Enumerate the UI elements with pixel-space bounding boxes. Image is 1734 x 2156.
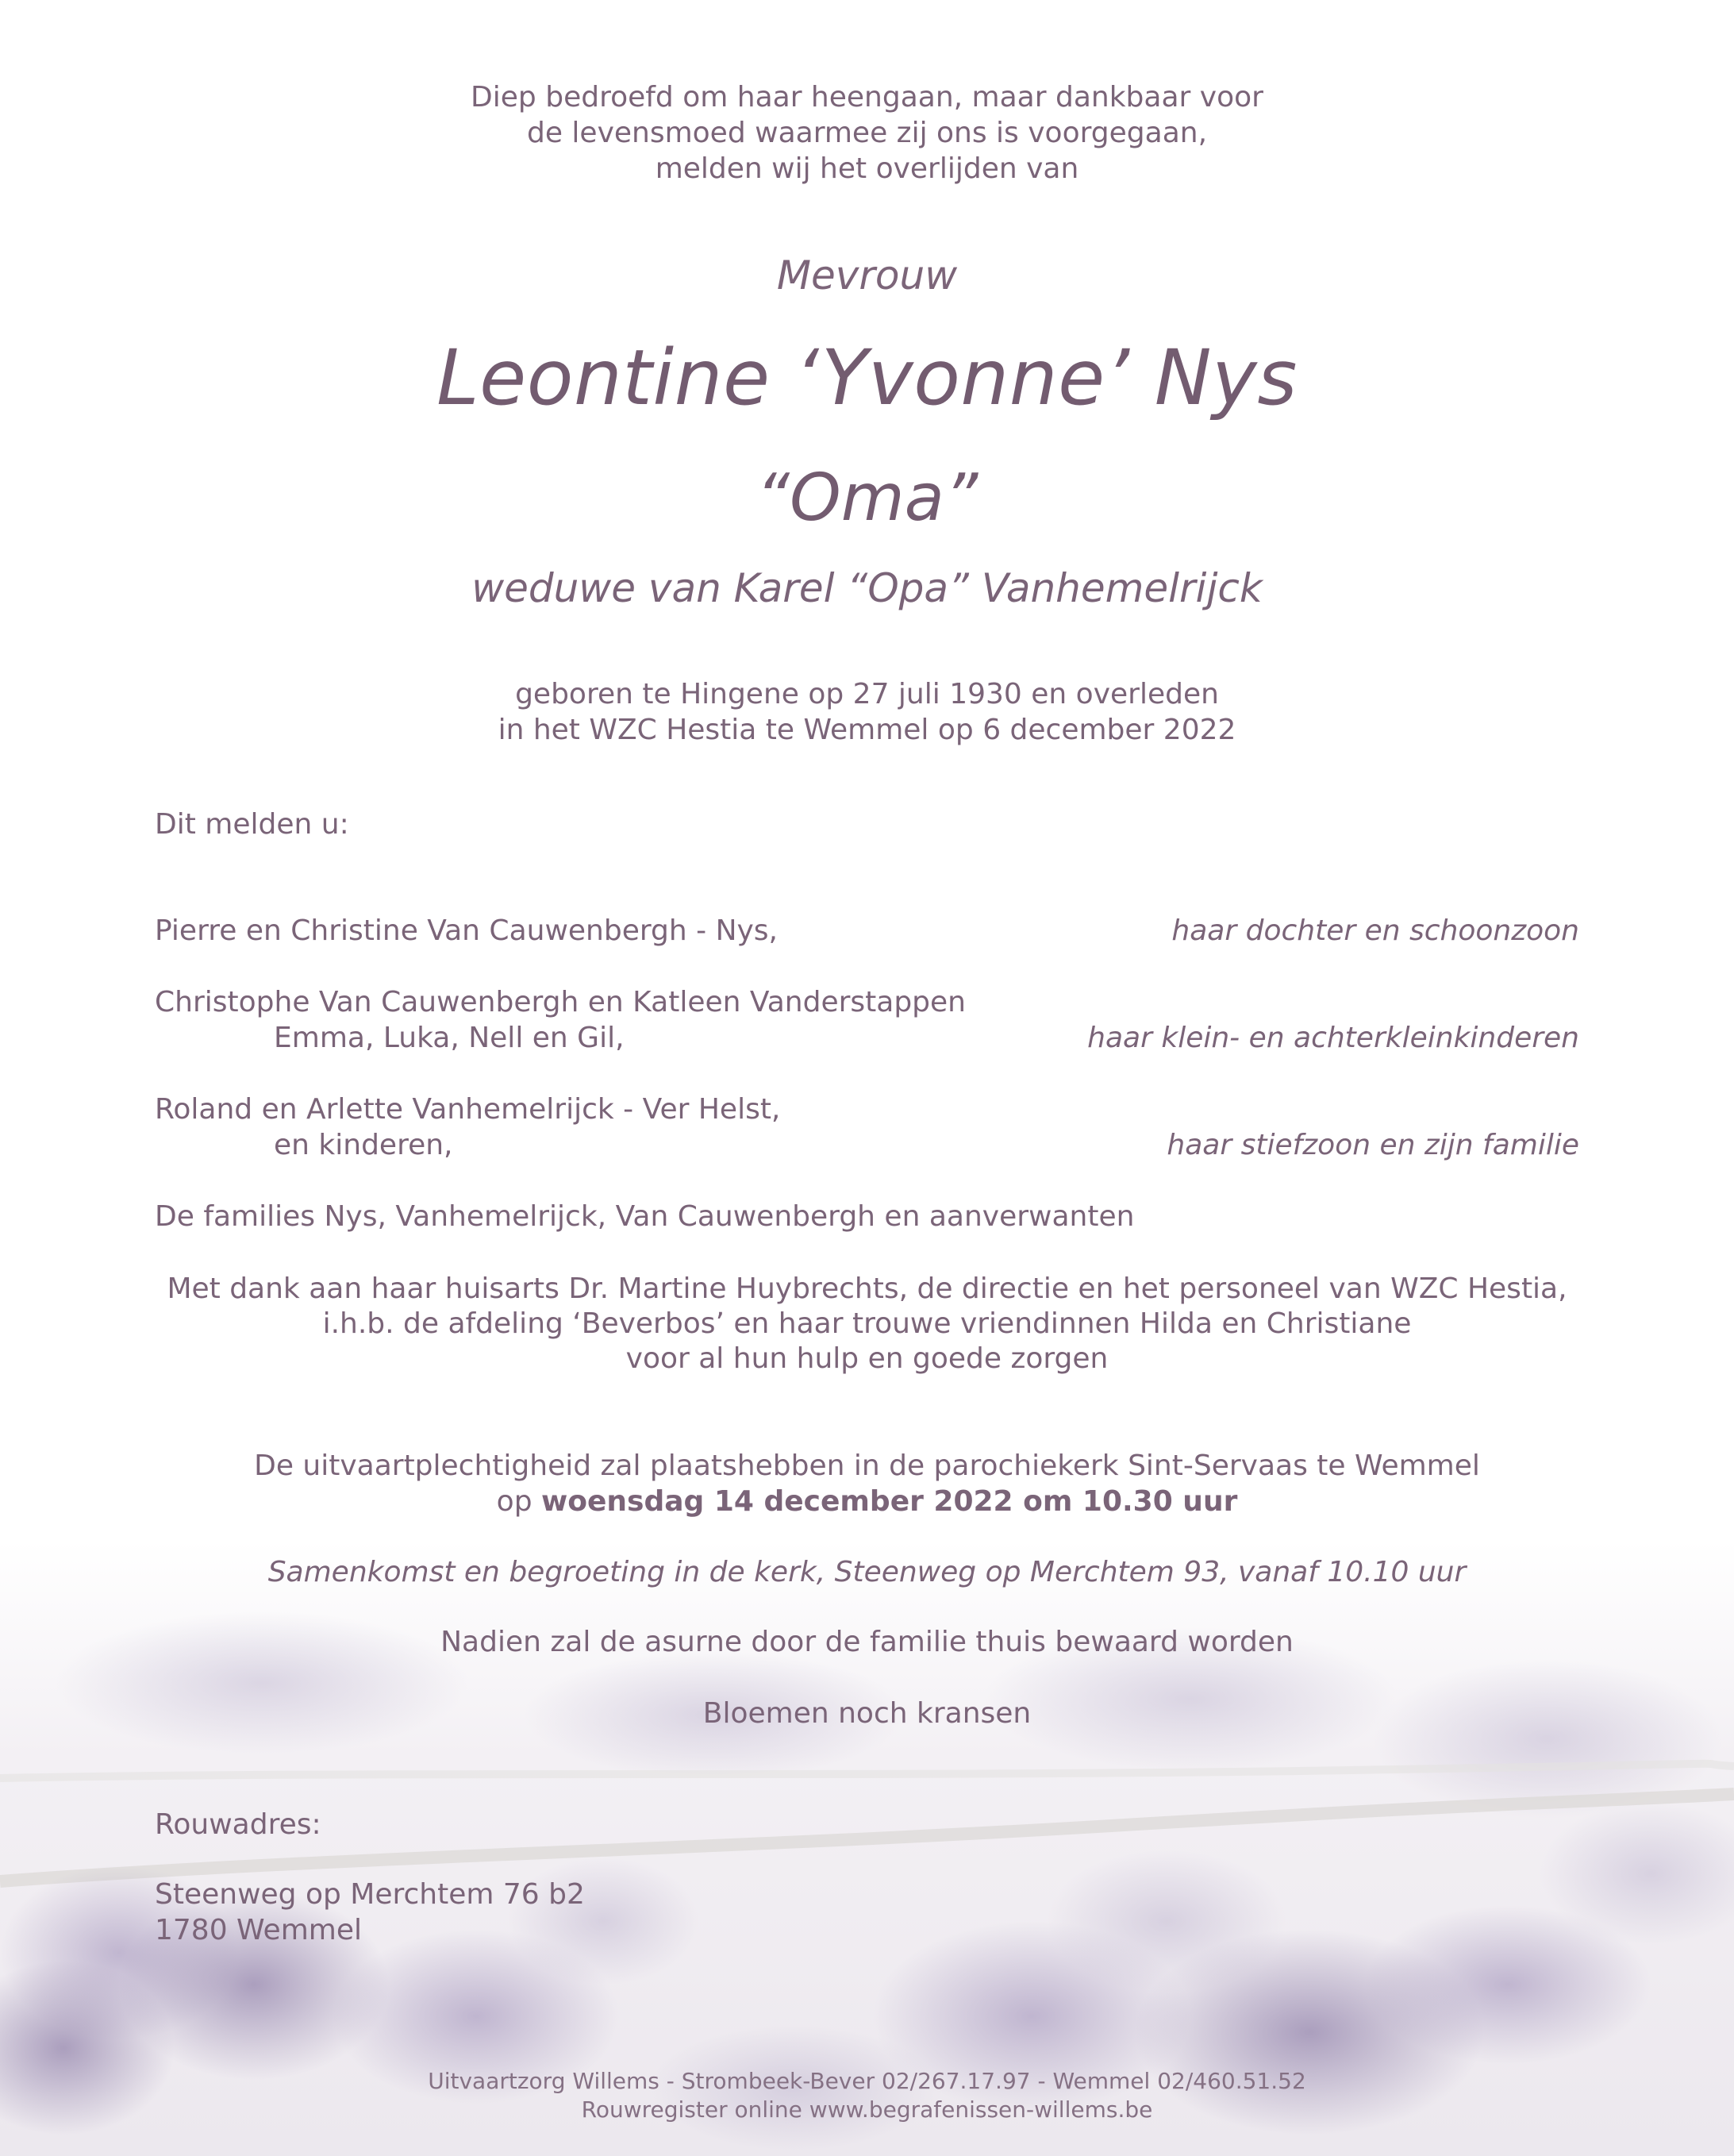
family-row [155,913,1579,949]
birth-death-info [0,676,1734,748]
footer-line-1: Uitvaartzorg Willems - Strombeek-Bever 02/267.17.97 - Wemmel 02/460.51.52 [428,2068,1306,2094]
ceremony-prefix: op [496,1485,533,1518]
family-member-names: Roland en Arlette Vanhemelrijck - Ver Helst, [155,1093,781,1126]
deceased-name: Leontine ‘Yvonne’ Nys [436,333,1298,422]
family-row [155,984,1579,1056]
flowers-info: Bloemen noch kransen [702,1697,1032,1730]
family-relation: haar dochter en schoonzoon [1171,914,1579,947]
family-row [155,1091,1579,1163]
address-city: 1780 Wemmel [155,1914,362,1946]
mourning-address [155,1877,1579,1948]
salutation: Mevrouw [776,252,958,298]
thanks-line-2: i.h.b. de afdeling ‘Beverbos’ en haar trouwe vriendinnen Hilda en Christiane [322,1307,1412,1340]
birth-death-line-1: geboren te Hingene op 27 juli 1930 en overleden [515,678,1219,710]
deceased-nickname: “Oma” [756,460,978,536]
family-member-names-continued: Emma, Luka, Nell en Gil, [274,1022,625,1054]
footer-line-2: Rouwregister online www.begrafenissen-willems.be [581,2096,1153,2123]
intro-line-1: Diep bedroefd om haar heengaan, maar dankbaar voor [471,81,1263,114]
announcers-intro: Dit melden u: [155,808,349,841]
family-member-names: Pierre en Christine Van Cauwenbergh - Nys, [155,914,779,947]
gathering-info: Samenkomst en begroeting in de kerk, Steenweg op Merchtem 93, vanaf 10.10 uur [267,1556,1467,1588]
mourning-address-label: Rouwadres: [155,1808,321,1841]
ashes-info: Nadien zal de asurne door de familie thuis bewaard worden [440,1626,1294,1658]
footer [0,2067,1734,2124]
family-member-names: Christophe Van Cauwenbergh en Katleen Vanderstappen [155,986,966,1018]
thanks-line-1: Met dank aan haar huisarts Dr. Martine Huybrechts, de directie en het personeel van WZC Hestia, [167,1272,1567,1305]
intro-line-3: melden wij het overlijden van [655,152,1079,185]
intro-line-2: de levensmoed waarmee zij ons is voorgegaan, [526,117,1208,149]
family-member-names-continued: en kinderen, [274,1129,453,1161]
families-line: De families Nys, Vanhemelrijck, Van Cauwenbergh en aanverwanten [155,1200,1135,1233]
ceremony-line-1: De uitvaartplechtigheid zal plaatshebben in de parochiekerk Sint-Servaas te Wemmel [254,1450,1480,1482]
family-relation: haar klein- en achterkleinkinderen [1087,1022,1579,1054]
family-relation: haar stiefzoon en zijn familie [1167,1129,1579,1161]
intro-text [0,79,1734,187]
birth-death-line-2: in het WZC Hestia te Wemmel op 6 december 2022 [498,714,1236,746]
ceremony-datetime: woensdag 14 december 2022 om 10.30 uur [541,1485,1238,1518]
ceremony-info [0,1448,1734,1519]
thanks-text [0,1272,1734,1376]
thanks-line-3: voor al hun hulp en goede zorgen [625,1342,1109,1375]
address-street: Steenweg op Merchtem 76 b2 [155,1878,585,1911]
widow-of: weduwe van Karel “Opa” Vanhemelrijck [471,565,1263,611]
ceremony-line-2 [0,1484,1734,1519]
